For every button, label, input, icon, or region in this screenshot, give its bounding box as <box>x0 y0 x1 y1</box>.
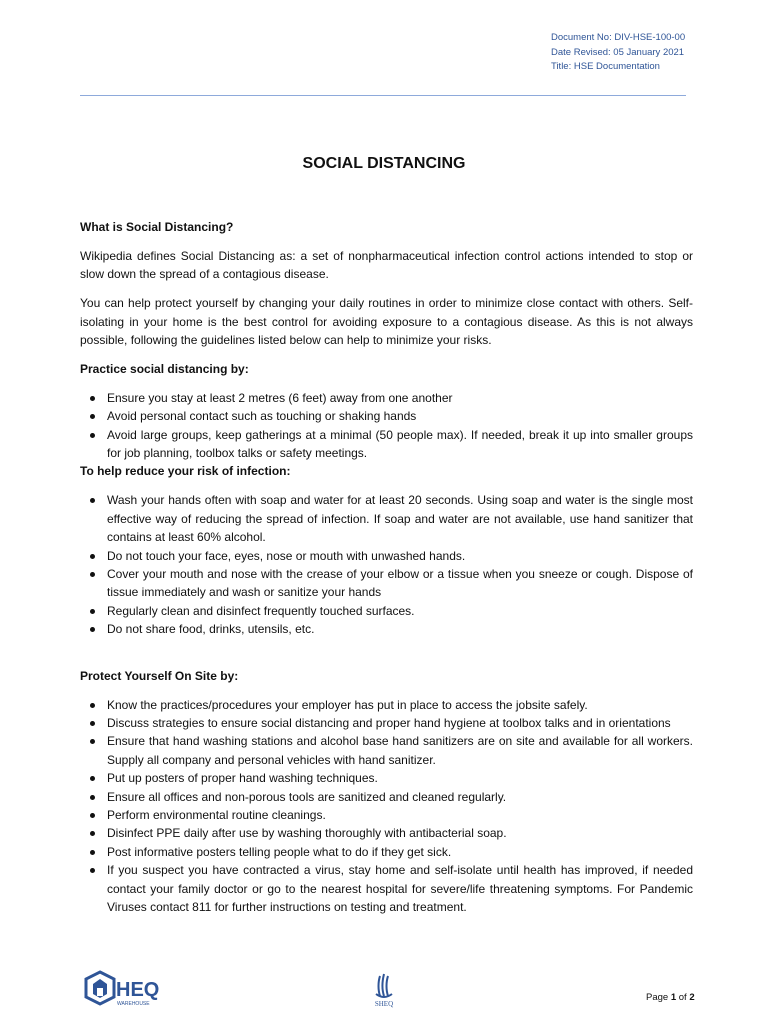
page-title: SOCIAL DISTANCING <box>302 155 466 172</box>
sheq-logo-text: SHEQ <box>374 1000 394 1008</box>
document-body <box>80 218 693 916</box>
bullet-icon <box>90 776 95 781</box>
list-item: Do not touch your face, eyes, nose or mouth with unwashed hands. <box>80 547 693 565</box>
bullet-icon <box>90 433 95 438</box>
header-divider <box>80 95 686 96</box>
paragraph-definition: Wikipedia defines Social Distancing as: a set of nonpharmaceutical infection control actions intended to stop or slow down the spread of a contagious disease. <box>80 248 693 282</box>
bullet-icon <box>90 414 95 419</box>
bullet-icon <box>90 627 95 632</box>
section-heading-reduce: To help reduce your risk of infection: <box>80 464 291 479</box>
list-item: Disinfect PPE daily after use by washing thoroughly with antibacterial soap. <box>80 824 693 842</box>
list-item: Ensure all offices and non-porous tools are sanitized and cleaned regularly. <box>80 788 693 806</box>
list-item: Avoid large groups, keep gatherings at a minimal (50 people max). If needed, break it up into smaller groups for job planning, toolbox talks or safety meetings. <box>80 426 693 463</box>
list-item: Put up posters of proper hand washing techniques. <box>80 769 693 787</box>
heq-logo-subtext: WAREHOUSE <box>117 1001 150 1007</box>
list-item: Post informative posters telling people what to do if they get sick. <box>80 843 693 861</box>
bullet-icon <box>90 721 95 726</box>
section-heading-practice: Practice social distancing by: <box>80 361 249 376</box>
sheq-logo-icon <box>368 972 400 1008</box>
list-item: Perform environmental routine cleanings. <box>80 806 693 824</box>
bullet-icon <box>90 868 95 873</box>
protect-list <box>80 696 693 917</box>
document-title: Title: HSE Documentation <box>551 61 660 72</box>
list-item: Do not share food, drinks, utensils, etc. <box>80 620 693 638</box>
list-item: Know the practices/procedures your employer has put in place to access the jobsite safely. <box>80 696 693 714</box>
bullet-icon <box>90 554 95 559</box>
list-item: Ensure you stay at least 2 metres (6 feet) away from one another <box>80 389 693 407</box>
section-heading-protect: Protect Yourself On Site by: <box>80 668 239 683</box>
bullet-icon <box>90 609 95 614</box>
bullet-icon <box>90 572 95 577</box>
bullet-icon <box>90 703 95 708</box>
bullet-icon <box>90 498 95 503</box>
paragraph-protect: You can help protect yourself by changing your daily routines in order to minimize close contact with others. Self-isolating in your home is the best control for avoiding exposure to a contagious disease. As this is not always possible, following the guidelines listed below can help to minimize your risks. <box>80 296 693 348</box>
practice-list <box>80 389 693 463</box>
heq-logo-icon <box>84 970 164 1010</box>
section-heading-what: What is Social Distancing? <box>80 220 234 234</box>
heq-logo-text: HEQ <box>116 979 160 1001</box>
document-number: Document No: DIV-HSE-100-00 <box>551 32 686 43</box>
bullet-icon <box>90 795 95 800</box>
bullet-icon <box>90 739 95 744</box>
document-header-meta <box>551 31 685 75</box>
page-number: Page 1 of 2 <box>646 992 695 1003</box>
date-revised: Date Revised: 05 January 2021 <box>551 46 685 58</box>
list-item: Regularly clean and disinfect frequently touched surfaces. <box>80 602 693 620</box>
list-item: Cover your mouth and nose with the crease of your elbow or a tissue when you sneeze or cough. Dispose of tissue immediately and wash or sanitize your hands <box>80 565 693 602</box>
bullet-icon <box>90 813 95 818</box>
list-item: Ensure that hand washing stations and alcohol base hand sanitizers are on site and available for all workers. Supply all company and personal vehicles with hand sanitizer. <box>80 732 693 769</box>
list-item: If you suspect you have contracted a virus, stay home and self-isolate until health has improved, if needed contact your family doctor or go to the nearest hospital for severe/life threatening symptoms. For Pandemic Viruses contact 811 for further instructions on testing and treatment. <box>80 861 693 916</box>
list-item: Avoid personal contact such as touching or shaking hands <box>80 407 693 425</box>
bullet-icon <box>90 850 95 855</box>
reduce-list <box>80 491 693 638</box>
list-item: Wash your hands often with soap and water for at least 20 seconds. Using soap and water is the single most effective way of reducing the spread of infection. If soap and water are not available, use hand sanitizer that contains at least 60% alcohol. <box>80 491 693 546</box>
bullet-icon <box>90 831 95 836</box>
bullet-icon <box>90 396 95 401</box>
list-item: Discuss strategies to ensure social distancing and proper hand hygiene at toolbox talks and in orientations <box>80 714 693 732</box>
